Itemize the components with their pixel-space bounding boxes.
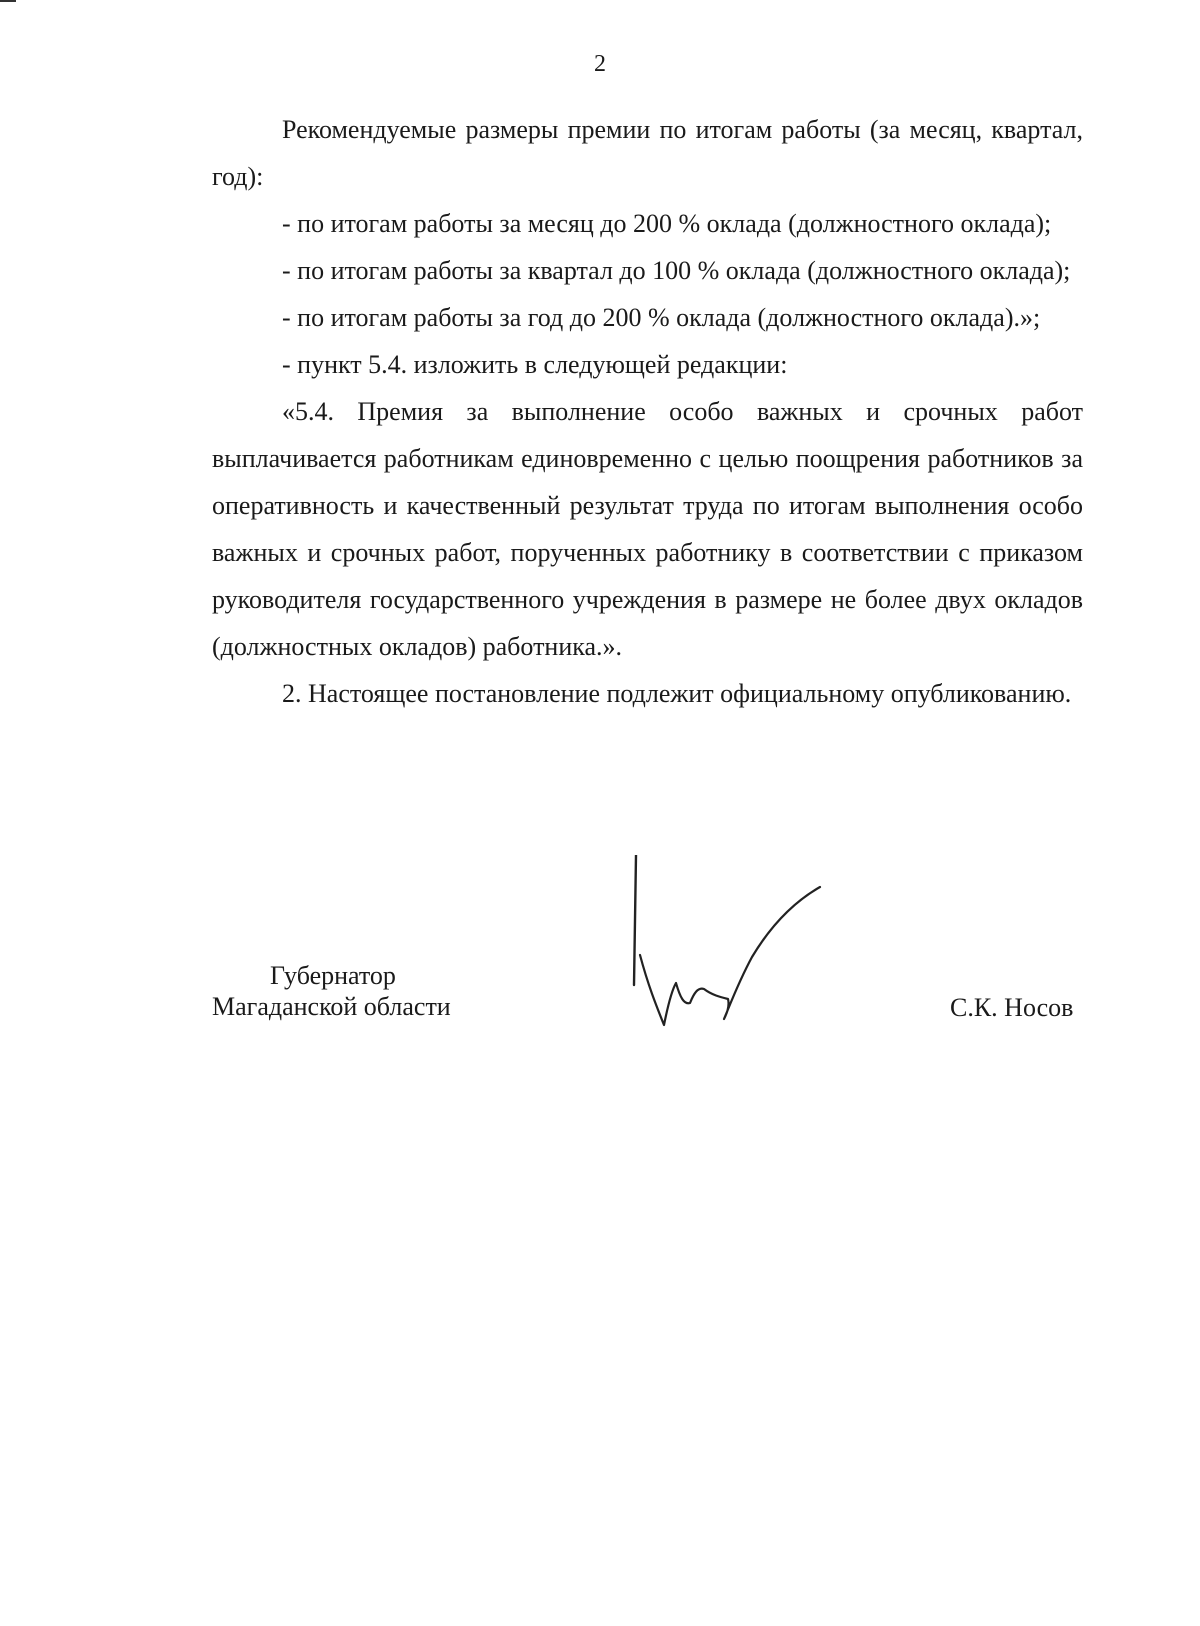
page-number: 2 [594,51,606,77]
scan-corner-mark [0,0,16,2]
signatory-name: С.К. Носов [950,993,1074,1022]
signatory-title [212,960,451,1022]
paragraph-bonus-intro: Рекомендуемые размеры премии по итогам работы (за месяц, квартал, год): [212,115,1083,191]
paragraph-bonus-year: - по итогам работы за год до 200 % оклада (должностного оклада).»; [282,303,1041,332]
handwritten-signature [630,855,860,1065]
paragraph-clause-5-4-intro: - пункт 5.4. изложить в следующей редакции: [282,350,788,379]
signatory-title-line2: Магаданской области [212,992,451,1021]
paragraph-clause-5-4-text: «5.4. Премия за выполнение особо важных и срочных работ выплачивается работникам единовременно с целью поощрения работников за оперативность и качественный результат труда по итогам выполнения особо важных и срочных работ, порученных работнику в соответствии с приказом руководителя государственного учреждения в размере не более двух окладов (должностных окладов) работника.». [212,397,1083,661]
paragraph-bonus-month: - по итогам работы за месяц до 200 % оклада (должностного оклада); [282,209,1052,238]
signatory-title-line1: Губернатор [270,961,396,990]
paragraph-bonus-quarter: - по итогам работы за квартал до 100 % оклада (должностного оклада); [282,256,1071,285]
paragraph-publication: 2. Настоящее постановление подлежит официальному опубликованию. [282,679,1072,708]
document-body [212,106,1083,717]
